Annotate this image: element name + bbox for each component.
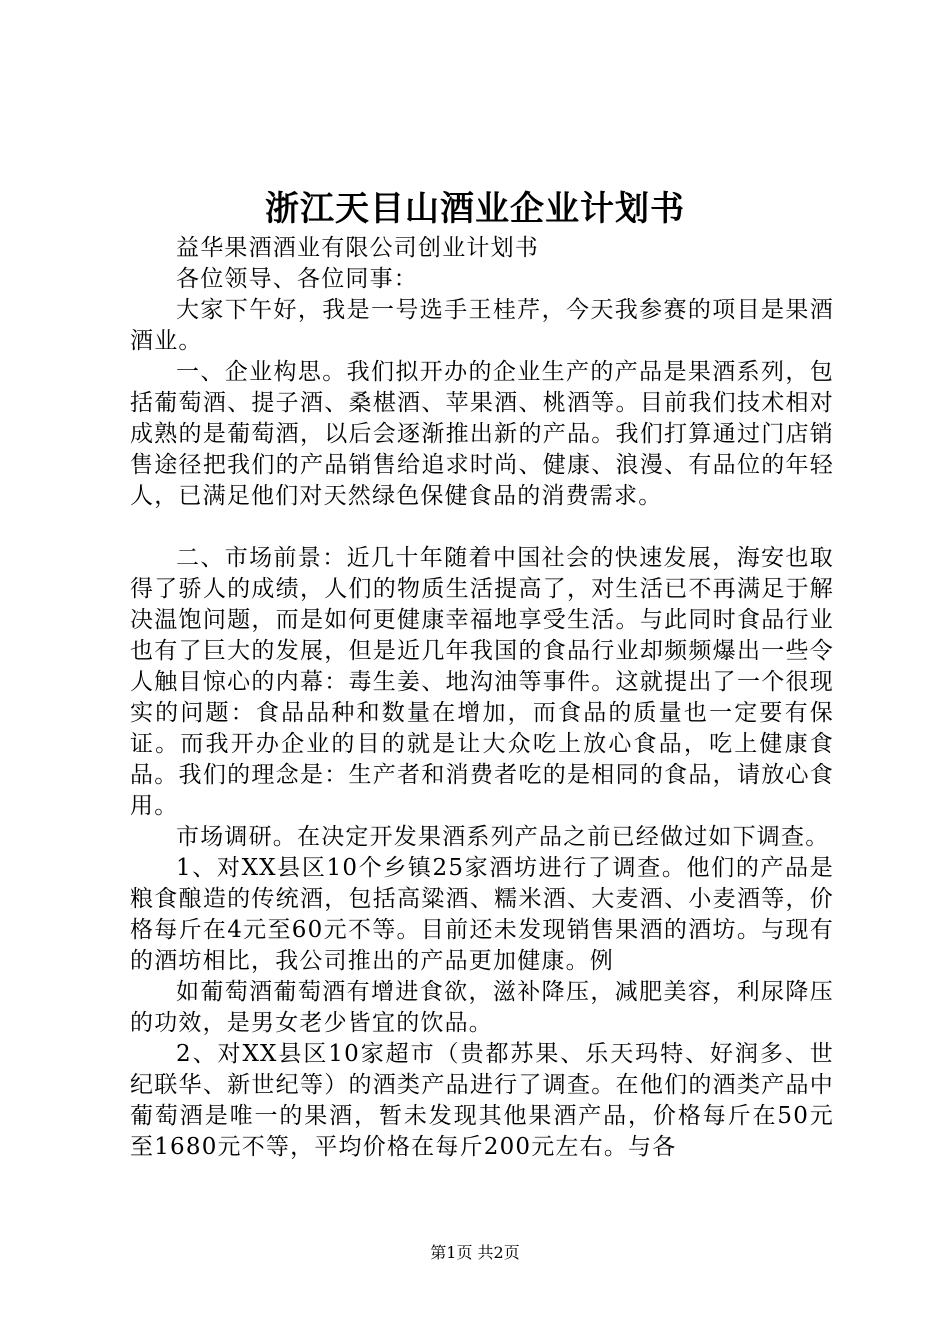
page-footer: 第1页 共2页 [430,1243,520,1262]
document-title: 浙江天目山酒业企业计划书 [265,189,685,229]
paragraph-greeting: 各位领导、各位同事： [176,266,418,292]
paragraph-survey-1: 1、对XX县区10个乡镇25家酒坊进行了调查。他们的产品是粮食酿造的传统酒，包括高粱酒、糯米酒、大麦酒、小麦酒等，价格每斤在4元至60元不等。目前还未发现销售果酒的酒坊。与现有的酒坊相比，我公司推出的产品更加健康。例 [130,855,834,974]
paragraph-market-research: 市场调研。在决定开发果酒系列产品之前已经做过如下调查。 [176,824,830,850]
paragraph-survey-2: 2、对XX县区10家超市（贵都苏果、乐天玛特、好润多、世纪联华、新世纪等）的酒类产品进行了调查。在他们的酒类产品中葡萄酒是唯一的果酒，暂未发现其他果酒产品，价格每斤在50元至1680元不等，平均价格在每斤200元左右。与各 [130,1041,834,1160]
paragraph-market-outlook: 二、市场前景：近几十年随着中国社会的快速发展，海安也取得了骄人的成绩，人们的物质生活提高了，对生活已不再满足于解决温饱问题，而是如何更健康幸福地享受生活。与此同时食品行业也有了巨大的发展，但是近几年我国的食品行业却频频爆出一些令人触目惊心的内幕：毒生姜、地沟油等事件。这就提出了一个很现实的问题：食品品种和数量在增加，而食品的质量也一定要有保证。而我开办企业的目的就是让大众吃上放心食品，吃上健康食品。我们的理念是：生产者和消费者吃的是相同的食品，请放心食用。 [130,545,834,819]
paragraph-intro: 大家下午好，我是一号选手王桂芹，今天我参赛的项目是果酒酒业。 [130,297,834,354]
paragraph-survey-1-continued: 如葡萄酒葡萄酒有增进食欲，滋补降压，减肥美容，利尿降压的功效，是男女老少皆宜的饮品。 [130,979,834,1036]
document-body [130,233,834,1163]
paragraph-business-concept: 一、企业构思。我们拟开办的企业生产的产品是果酒系列，包括葡萄酒、提子酒、桑椹酒、苹果酒、桃酒等。目前我们技术相对成熟的是葡萄酒，以后会逐渐推出新的产品。我们打算通过门店销售途径把我们的产品销售给追求时尚、健康、浪漫、有品位的年轻人，已满足他们对天然绿色保健食品的消费需求。 [130,359,834,509]
paragraph-subtitle: 益华果酒酒业有限公司创业计划书 [176,235,539,261]
